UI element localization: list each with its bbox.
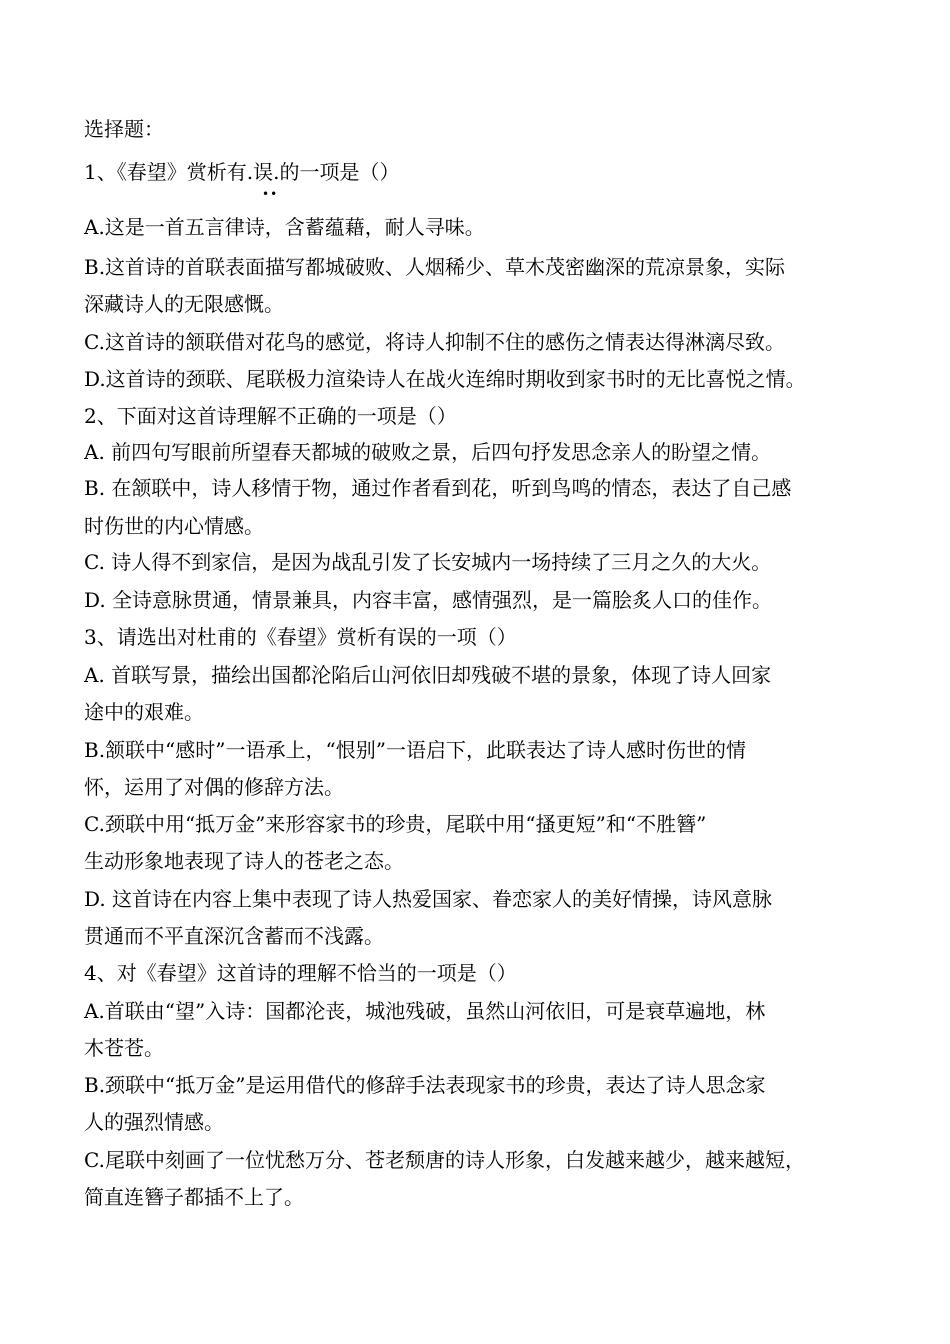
question-2-option-d: D. 全诗意脉贯通，情景兼具，内容丰富，感情强烈，是一篇脍炙人口的佳作。 <box>84 588 773 612</box>
question-3-option-d-line2: 贯通而不平直深沉含蓄而不浅露。 <box>84 924 384 948</box>
question-3-option-a-line2: 途中的艰难。 <box>84 700 204 724</box>
question-3-option-a-line1: A. 首联写景，描绘出国都沦陷后山河依旧却残破不堪的景象，体现了诗人回家 <box>84 663 772 687</box>
question-4-option-c-line2: 简直连簪子都插不上了。 <box>84 1185 304 1209</box>
question-2-option-a: A. 前四句写眼前所望春天都城的破败之景，后四句抒发思念亲人的盼望之情。 <box>84 440 772 464</box>
question-3-option-d-line1: D. 这首诗在内容上集中表现了诗人热爱国家、眷恋家人的美好情操，诗风意脉 <box>84 887 773 911</box>
question-1-option-c: C.这首诗的颔联借对花鸟的感觉，将诗人抑制不住的感伤之情表达得淋漓尽致。 <box>84 330 785 354</box>
question-2-option-b-line1: B. 在颔联中，诗人移情于物，通过作者看到花，听到鸟鸣的情态，表达了自己感 <box>84 476 792 500</box>
question-4-option-b-line2: 人的强烈情感。 <box>84 1110 224 1134</box>
question-3-option-b-line2: 怀，运用了对偶的修辞方法。 <box>84 775 344 799</box>
question-4-option-b-line1: B.颈联中“抵万金”是运用借代的修辞手法表现家书的珍贵，表达了诗人思念家 <box>84 1073 766 1097</box>
question-3-option-c-line1: C.颈联中用“抵万金”来形容家书的珍贵，尾联中用“搔更短”和“不胜簪” <box>84 812 707 836</box>
question-1-option-b-line2: 深藏诗人的无限感慨。 <box>84 292 284 316</box>
emphasis-dots: •• <box>262 187 279 201</box>
question-3-stem: 3、请选出对杜甫的《春望》赏析有误的一项（） <box>84 625 517 649</box>
question-2-option-b-line2: 时伤世的内心情感。 <box>84 514 264 538</box>
question-1-option-d: D.这首诗的颈联、尾联极力渲染诗人在战火连绵时期收到家书时的无比喜悦之情。 <box>84 367 806 391</box>
question-4-option-a-line2: 木苍苍。 <box>84 1036 164 1060</box>
question-2-stem: 2、下面对这首诗理解不正确的一项是（） <box>84 404 457 428</box>
section-heading: 选择题： <box>84 117 164 141</box>
question-1-stem: 1、《春望》赏析有.误.的一项是（） <box>84 160 400 184</box>
question-1-option-a: A.这是一首五言律诗，含蓄蕴藉，耐人寻味。 <box>84 215 485 239</box>
question-4-stem: 4、对《春望》这首诗的理解不恰当的一项是（） <box>84 961 517 985</box>
question-2-option-c: C. 诗人得不到家信，是因为战乱引发了长安城内一场持续了三月之久的大火。 <box>84 550 772 574</box>
question-4-option-c-line1: C.尾联中刻画了一位忧愁万分、苍老颓唐的诗人形象，白发越来越少，越来越短， <box>84 1148 805 1172</box>
question-3-option-b-line1: B.颔联中“感时”一语承上，“恨别”一语启下，此联表达了诗人感时伤世的情 <box>84 738 746 762</box>
question-4-option-a-line1: A.首联由“望”入诗：国都沦丧，城池残破，虽然山河依旧，可是衰草遍地，林 <box>84 999 766 1023</box>
question-3-option-c-line2: 生动形象地表现了诗人的苍老之态。 <box>84 849 404 873</box>
question-1-option-b-line1: B.这首诗的首联表面描写都城破败、人烟稀少、草木茂密幽深的荒凉景象，实际 <box>84 255 786 279</box>
